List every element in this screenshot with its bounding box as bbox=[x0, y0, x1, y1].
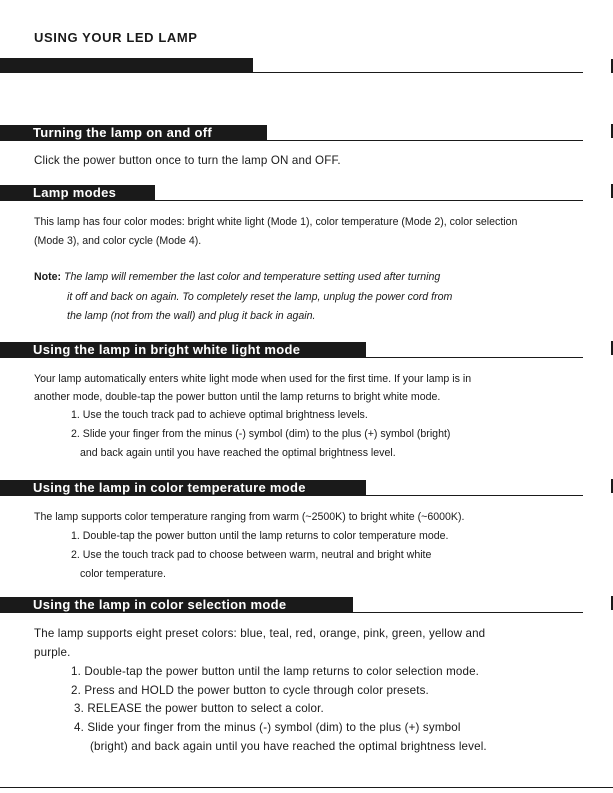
paragraph-line: The lamp supports color temperature ranging from warm (~2500K) to bright white (~6000K). bbox=[34, 511, 465, 523]
list-item: 2. Press and HOLD the power button to cycle through color presets. bbox=[71, 684, 429, 697]
section-heading-modes bbox=[0, 185, 155, 201]
paragraph-line: Click the power button once to turn the lamp ON and OFF. bbox=[34, 154, 341, 167]
list-item: 1. Double-tap the power button until the lamp returns to color temperature mode. bbox=[71, 530, 449, 542]
list-item: 2. Use the touch track pad to choose between warm, neutral and bright white bbox=[71, 549, 432, 561]
list-item-continuation: and back again until you have reached the optimal brightness level. bbox=[80, 447, 396, 459]
section-heading-label: Using the lamp in color temperature mode bbox=[33, 480, 306, 495]
section-heading-label: Using the lamp in bright white light mode bbox=[33, 342, 301, 357]
title-bar bbox=[0, 58, 253, 73]
list-item-continuation: color temperature. bbox=[80, 568, 166, 580]
paragraph-line: Your lamp automatically enters white light mode when used for the first time. If your lamp is in bbox=[34, 373, 472, 385]
list-item: 4. Slide your finger from the minus (-) symbol (dim) to the plus (+) symbol bbox=[74, 721, 461, 734]
note-text: The lamp will remember the last color and temperature setting used after turning bbox=[64, 271, 441, 283]
list-item: 1. Double-tap the power button until the lamp returns to color selection mode. bbox=[71, 665, 480, 678]
list-item-continuation: (bright) and back again until you have reached the optimal brightness level. bbox=[90, 740, 487, 753]
section-heading-on-off bbox=[0, 125, 267, 141]
list-item: 1. Use the touch track pad to achieve optimal brightness levels. bbox=[71, 409, 368, 421]
list-item: 2. Slide your finger from the minus (-) symbol (dim) to the plus (+) symbol (bright) bbox=[71, 428, 451, 440]
section-heading-white bbox=[0, 342, 366, 358]
page-title: USING YOUR LED LAMP bbox=[34, 30, 198, 45]
section-heading-label: Lamp modes bbox=[33, 185, 117, 200]
title-rule bbox=[253, 72, 583, 73]
list-item: 3. RELEASE the power button to select a color. bbox=[74, 702, 324, 715]
note-text: the lamp (not from the wall) and plug it back in again. bbox=[67, 310, 316, 322]
section-heading-temperature bbox=[0, 480, 366, 496]
paragraph-line: (Mode 3), and color cycle (Mode 4). bbox=[34, 235, 202, 247]
section-rule bbox=[366, 495, 583, 496]
paragraph-line: another mode, double-tap the power button until the lamp returns to bright white mode. bbox=[34, 391, 441, 403]
note-text: it off and back on again. To completely reset the lamp, unplug the power cord from bbox=[67, 291, 453, 303]
paragraph-line: The lamp supports eight preset colors: blue, teal, red, orange, pink, green, yellow and bbox=[34, 627, 486, 640]
section-rule bbox=[155, 200, 583, 201]
section-rule bbox=[267, 140, 583, 141]
section-rule bbox=[366, 357, 583, 358]
paragraph-line: purple. bbox=[34, 646, 71, 659]
section-heading-selection bbox=[0, 597, 353, 613]
bottom-rule bbox=[0, 787, 613, 788]
note-label: Note: bbox=[34, 271, 62, 283]
section-rule bbox=[353, 612, 583, 613]
paragraph-line: This lamp has four color modes: bright white light (Mode 1), color temperature (Mode 2), color selection bbox=[34, 216, 518, 228]
section-heading-label: Using the lamp in color selection mode bbox=[33, 597, 287, 612]
note-line bbox=[34, 270, 440, 284]
section-heading-label: Turning the lamp on and off bbox=[33, 125, 213, 140]
